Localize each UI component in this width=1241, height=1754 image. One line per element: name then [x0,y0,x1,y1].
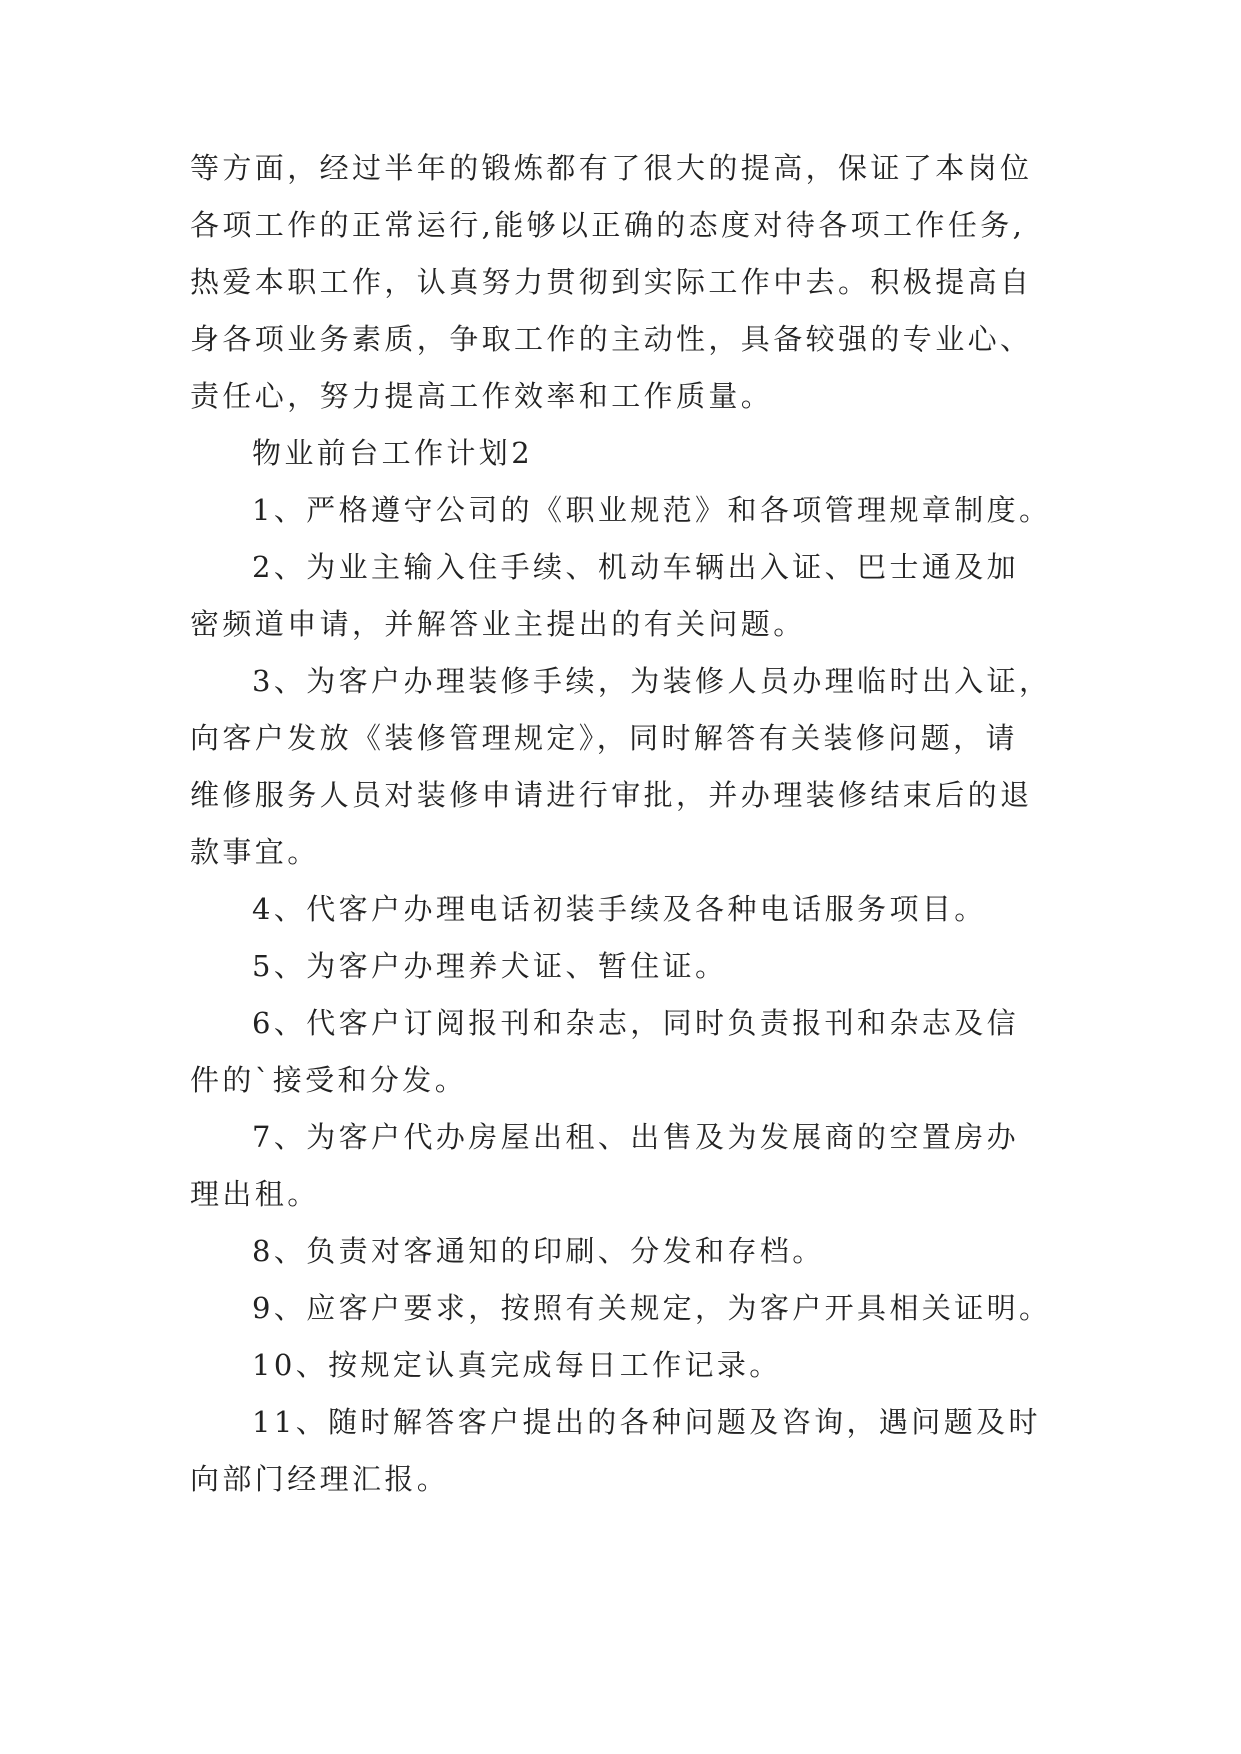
list-item-11-cont: 向部门经理汇报。 [190,1462,450,1496]
list-item-3-cont-3: 款事宜。 [190,835,320,869]
list-item-6-cont: 件的`接受和分发。 [190,1063,468,1097]
list-item-10: 10、按规定认真完成每日工作记录。 [252,1348,782,1382]
text-line-3: 热爱本职工作，认真努力贯彻到实际工作中去。积极提高自 [190,265,1033,299]
list-item-7-cont: 理出租。 [190,1177,320,1211]
text-line-1: 等方面，经过半年的锻炼都有了很大的提高，保证了本岗位 [190,151,1033,185]
section-heading: 物业前台工作计划2 [252,436,534,470]
list-item-7: 7、为客户代办房屋出租、出售及为发展商的空置房办 [252,1120,1020,1154]
text-line-2: 各项工作的正常运行,能够以正确的态度对待各项工作任务, [190,208,1026,242]
list-item-5: 5、为客户办理养犬证、暂住证。 [252,949,728,983]
list-item-2: 2、为业主输入住手续、机动车辆出入证、巴士通及加 [252,550,1020,584]
list-item-3: 3、为客户办理装修手续，为装修人员办理临时出入证， [252,664,1052,698]
list-item-8: 8、负责对客通知的印刷、分发和存档。 [252,1234,825,1268]
list-item-3-cont-2: 维修服务人员对装修申请进行审批，并办理装修结束后的退 [190,778,1033,812]
text-line-4: 身各项业务素质，争取工作的主动性，具备较强的专业心、 [190,322,1033,356]
list-item-6: 6、代客户订阅报刊和杂志，同时负责报刊和杂志及信 [252,1006,1020,1040]
list-item-9: 9、应客户要求，按照有关规定，为客户开具相关证明。 [252,1291,1052,1325]
list-item-4: 4、代客户办理电话初装手续及各种电话服务项目。 [252,892,987,926]
text-line-5: 责任心，努力提高工作效率和工作质量。 [190,379,774,413]
list-item-3-cont-1: 向客户发放《装修管理规定》，同时解答有关装修问题，请 [190,721,1018,755]
list-item-11: 11、随时解答客户提出的各种问题及咨询，遇问题及时 [252,1405,1041,1439]
list-item-2-cont: 密频道申请，并解答业主提出的有关问题。 [190,607,806,641]
list-item-1: 1、严格遵守公司的《职业规范》和各项管理规章制度。 [252,493,1052,527]
